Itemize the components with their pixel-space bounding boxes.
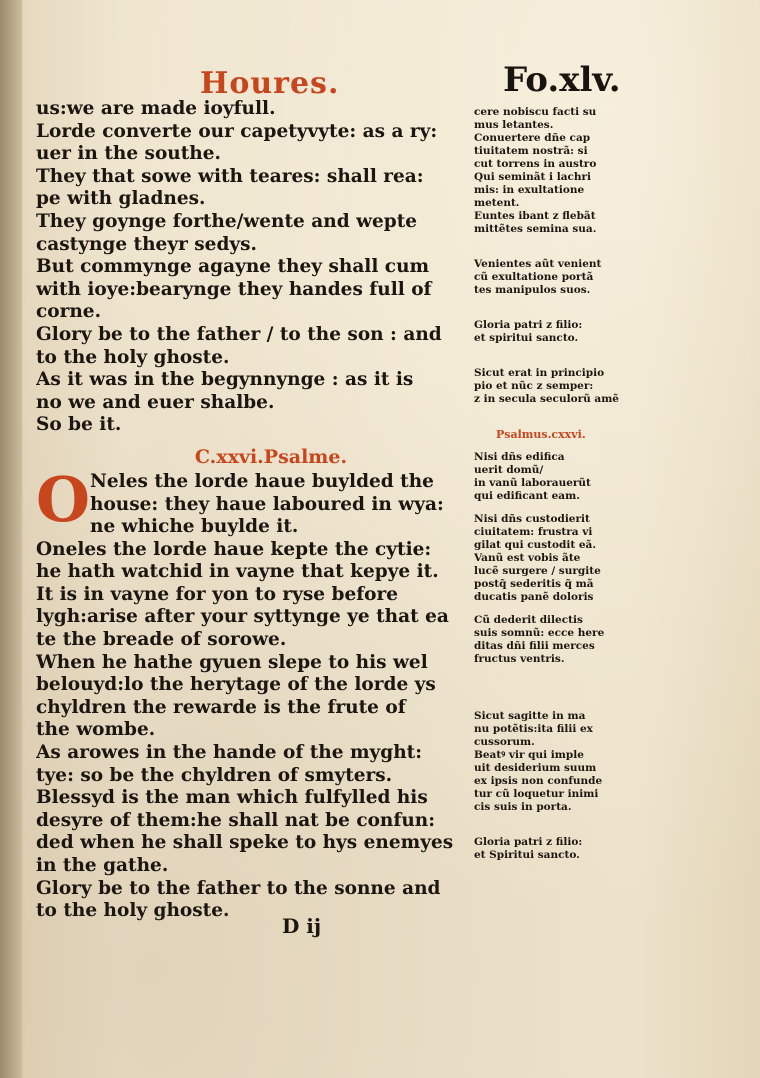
- latin-block: [474, 258, 644, 297]
- latin-line: mis: in exultatione: [474, 184, 585, 196]
- latin-line: Gloria patri z filio:: [474, 836, 583, 848]
- text-line: he hath watchid in vayne that kepye it.: [36, 561, 439, 583]
- text-line: But commynge agayne they shall cum: [36, 256, 430, 278]
- text-line: lygh:arise after your syttynge ye that ea: [36, 606, 449, 628]
- latin-line: tur cũ loquetur inimi: [474, 788, 599, 800]
- latin-line: cũ exultatione portã: [474, 271, 594, 283]
- text-line: Neles the lorde haue buylded the: [90, 470, 434, 492]
- latin-line: cis suis in porta.: [474, 801, 572, 813]
- text-line: to the holy ghoste.: [36, 346, 230, 368]
- latin-line: Qui seminãt i lachri: [474, 171, 592, 183]
- latin-line: gilat qui custodit eã.: [474, 539, 597, 551]
- latin-line: tiuitatem nostrã: si: [474, 145, 588, 157]
- latin-line: ducatis panẽ doloris: [474, 591, 594, 603]
- latin-line: uerit domũ/: [474, 464, 544, 476]
- text-line: us:we are made ioyfull.: [36, 98, 276, 119]
- text-line: ded when he shall speke to hys enemyes: [36, 832, 454, 854]
- latin-line: Nisi dñs custodierit: [474, 513, 590, 525]
- text-line: When he hathe gyuen slepe to his wel: [36, 651, 428, 673]
- text-line: Oneles the lorde haue kepte the cytie:: [36, 538, 432, 560]
- text-line: castynge theyr sedys.: [36, 233, 257, 255]
- latin-line: pio et nũc z semper:: [474, 380, 594, 392]
- latin-line: mus letantes.: [474, 119, 554, 131]
- latin-line: cut torrens in austro: [474, 158, 597, 170]
- text-line: desyre of them:he shall nat be confun:: [36, 809, 436, 831]
- english-text-column: [36, 98, 466, 923]
- text-line: te the breade of sorowe.: [36, 629, 287, 651]
- text-line: ne whiche buylde it.: [90, 516, 299, 538]
- latin-line: Beatꝰ vir qui imple: [474, 749, 584, 761]
- latin-line: ditas dñi filii merces: [474, 640, 595, 652]
- latin-line: tes manipulos suos.: [474, 284, 591, 296]
- text-line: belouyd:lo the herytage of the lorde ys: [36, 674, 436, 696]
- latin-line: in vanũ laborauerũt: [474, 477, 591, 489]
- latin-line: et spiritui sancto.: [474, 332, 579, 344]
- latin-line: lucẽ surgere / surgite: [474, 565, 601, 577]
- text-line: Glory be to the father / to the son : and: [36, 323, 442, 345]
- text-line: no we and euer shalbe.: [36, 391, 275, 413]
- psalm-heading: C.xxvi.Psalme.: [194, 445, 348, 468]
- latin-line: Venientes aũt venient: [474, 258, 602, 270]
- latin-line: mittẽtes semina sua.: [474, 223, 597, 235]
- text-line: tye: so be the chyldren of smyters.: [36, 764, 393, 786]
- latin-block: [474, 513, 644, 604]
- latin-line: Sicut erat in principio: [474, 367, 605, 379]
- latin-line: Vanũ est vobis ãte: [474, 552, 581, 564]
- text-line: house: they haue laboured in wya:: [90, 493, 444, 515]
- latin-block: [474, 106, 644, 236]
- latin-line: qui edificant eam.: [474, 490, 580, 502]
- latin-line: metent.: [474, 197, 520, 209]
- text-line: to the holy ghoste.: [36, 900, 230, 922]
- latin-line: Gloria patri z filio:: [474, 319, 583, 331]
- text-line: They that sowe with teares: shall rea:: [36, 165, 424, 187]
- text-line: uer in the southe.: [36, 143, 221, 165]
- text-line: As arowes in the hande of the myght:: [36, 742, 423, 764]
- latin-line: suis somnũ: ecce here: [474, 627, 605, 639]
- latin-line: nu potẽtis:ita filii ex: [474, 723, 593, 735]
- folio-number: Fo.xlv.: [503, 60, 621, 100]
- text-line: So be it.: [36, 414, 122, 436]
- latin-line: ex ipsis non confunde: [474, 775, 603, 787]
- latin-line: ciuitatem: frustra vi: [474, 526, 593, 538]
- text-line: with ioye:bearynge they handes full of: [36, 278, 432, 300]
- english-before-block: [36, 98, 466, 437]
- latin-line: et Spiritui sancto.: [474, 849, 580, 861]
- latin-block: [474, 367, 644, 406]
- latin-block: [474, 710, 644, 814]
- latin-line: Sicut sagitte in ma: [474, 710, 586, 722]
- latin-line: uit desiderium suum: [474, 762, 597, 774]
- latin-line: cussorum.: [474, 736, 535, 748]
- drop-cap-initial: O: [36, 462, 91, 536]
- latin-psalm-heading: Psalmus.cxxvi.: [496, 428, 586, 441]
- text-line: pe with gladnes.: [36, 188, 206, 210]
- latin-block: [474, 614, 644, 666]
- latin-block: [474, 319, 644, 345]
- latin-line: Conuertere dñe cap: [474, 132, 591, 144]
- text-line: Glory be to the father to the sonne and: [36, 877, 441, 899]
- latin-line: z in secula seculorũ amẽ: [474, 393, 619, 405]
- latin-line: fructus ventris.: [474, 653, 565, 665]
- text-line: in the gathe.: [36, 855, 169, 876]
- latin-block: [474, 451, 644, 503]
- page-gutter: [0, 0, 22, 1078]
- running-head-title: Houres.: [200, 66, 340, 101]
- latin-text-column: [474, 106, 644, 862]
- text-line: They goynge forthe/wente and wepte: [36, 210, 418, 232]
- text-line: It is in vayne for yon to ryse before: [36, 583, 399, 605]
- text-line: chyldren the rewarde is the frute of: [36, 696, 406, 718]
- latin-line: Cũ dederit dilectis: [474, 614, 583, 626]
- latin-line: postq̃ sederitis q̃ mã: [474, 578, 594, 590]
- text-line: As it was in the begynnynge : as it is: [36, 369, 414, 391]
- latin-line: cere nobiscu facti su: [474, 106, 597, 118]
- latin-block: [474, 836, 644, 862]
- latin-line: Nisi dñs edifica: [474, 451, 565, 463]
- text-line: Lorde converte our capetyvyte: as a ry:: [36, 120, 438, 142]
- signature-mark: D ij: [282, 914, 322, 938]
- text-line: the wombe.: [36, 719, 156, 741]
- english-psalm-block: [36, 462, 466, 923]
- latin-line: Euntes ibant z flebãt: [474, 210, 596, 222]
- text-line: Blessyd is the man which fulfylled his: [36, 787, 428, 809]
- text-line: corne.: [36, 301, 102, 323]
